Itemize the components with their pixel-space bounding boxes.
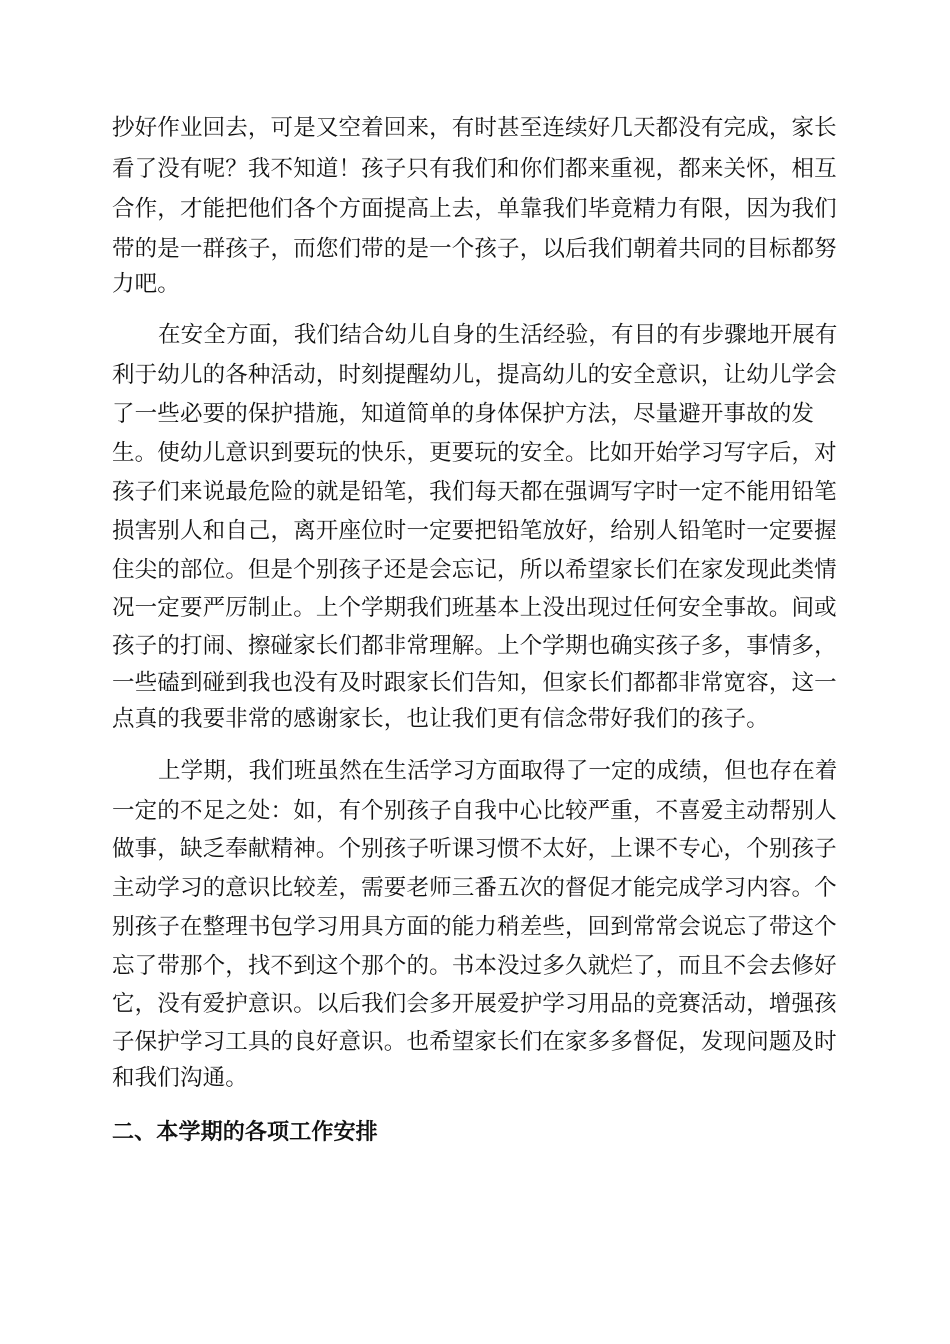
paragraph-3-line-4: 主动学习的意识比较差，需要老师三番五次的督促才能完成学习内容。个: [112, 875, 837, 901]
paragraph-3-line-3: 做事，缺乏奉献精神。个别孩子听课习惯不太好，上课不专心，个别孩子: [112, 836, 837, 862]
paragraph-3-line-2: 一定的不足之处：如，有个别孩子自我中心比较严重，不喜爱主动帮别人: [112, 798, 837, 824]
paragraph-2-line-6: 损害别人和自己，离开座位时一定要把铅笔放好，给别人铅笔时一定要握: [112, 518, 837, 544]
paragraph-3-line-8: 子保护学习工具的良好意识。也希望家长们在家多多督促，发现问题及时: [112, 1029, 837, 1055]
paragraph-2-line-8: 况一定要严厉制止。上个学期我们班基本上没出现过任何安全事故。间或: [112, 595, 837, 621]
paragraph-1-line-1: 抄好作业回去，可是又空着回来，有时甚至连续好几天都没有完成，家长: [112, 115, 837, 141]
paragraph-2-line-10: 一些磕到碰到我也没有及时跟家长们告知，但家长们都都非常宽容，这一: [112, 670, 837, 696]
paragraph-3-line-1: 上学期，我们班虽然在生活学习方面取得了一定的成绩，但也存在着: [158, 758, 838, 784]
paragraph-2-line-11: 点真的我要非常的感谢家长，也让我们更有信念带好我们的孩子。: [112, 706, 769, 732]
paragraph-2-line-4: 生。使幼儿意识到要玩的快乐，更要玩的安全。比如开始学习写字后，对: [112, 440, 837, 466]
paragraph-2-line-9: 孩子的打闹、擦碰家长们都非常理解。上个学期也确实孩子多，事情多，: [112, 633, 837, 659]
paragraph-3-line-5: 别孩子在整理书包学习用具方面的能力稍差些，回到常常会说忘了带这个: [112, 914, 837, 940]
section-heading: 二、本学期的各项工作安排: [112, 1120, 378, 1145]
paragraph-1-line-3: 合作，才能把他们各个方面提高上去，单靠我们毕竟精力有限，因为我们: [112, 196, 837, 222]
paragraph-3-line-7: 它，没有爱护意识。以后我们会多开展爱护学习用品的竞赛活动，增强孩: [112, 991, 837, 1017]
paragraph-3-line-9: 和我们沟通。: [112, 1065, 248, 1091]
paragraph-2-line-1: 在安全方面，我们结合幼儿自身的生活经验，有目的有步骤地开展有: [158, 322, 838, 348]
paragraph-1-line-5: 力吧。: [112, 271, 180, 297]
paragraph-2-line-3: 了一些必要的保护措施，知道简单的身体保护方法，尽量避开事故的发: [112, 401, 815, 427]
paragraph-2-line-5: 孩子们来说最危险的就是铅笔，我们每天都在强调写字时一定不能用铅笔: [112, 479, 837, 505]
paragraph-2-line-7: 住尖的部位。但是个别孩子还是会忘记，所以希望家长们在家发现此类情: [112, 557, 837, 583]
paragraph-3-line-6: 忘了带那个，找不到这个那个的。书本没过多久就烂了，而且不会去修好: [112, 953, 837, 979]
paragraph-1-line-2: 看了没有呢？我不知道！孩子只有我们和你们都来重视，都来关怀，相互: [112, 156, 837, 182]
paragraph-1-line-4: 带的是一群孩子，而您们带的是一个孩子，以后我们朝着共同的目标都努: [112, 236, 837, 262]
paragraph-2-line-2: 利于幼儿的各种活动，时刻提醒幼儿，提高幼儿的安全意识，让幼儿学会: [112, 362, 837, 388]
